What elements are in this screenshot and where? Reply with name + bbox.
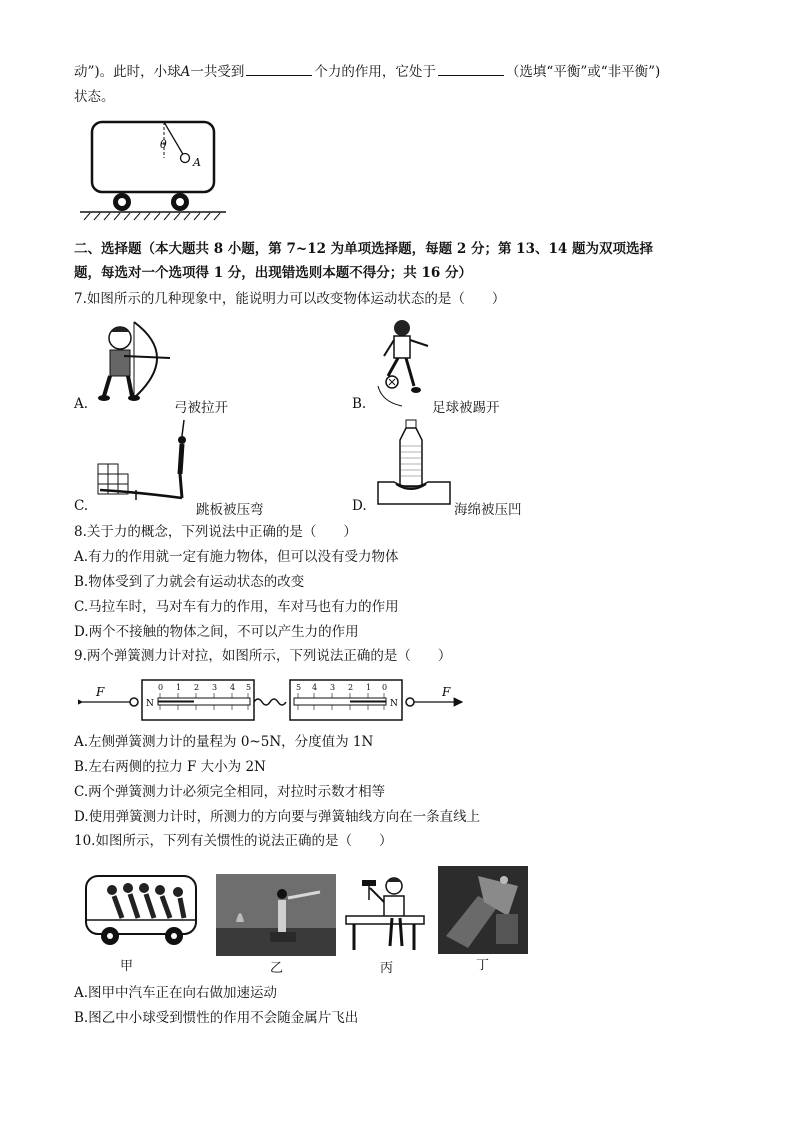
q10-label-yi: 乙 bbox=[270, 961, 284, 976]
q10-label-jia: 甲 bbox=[120, 959, 134, 974]
q7-b-soccer-figure bbox=[372, 316, 436, 408]
q9-right-tick-2: 2 bbox=[348, 683, 354, 692]
q9-right-tick-0: 0 bbox=[382, 683, 388, 692]
q8-option-c[interactable]: C.马拉车时，马对车有力的作用，车对马也有力的作用 bbox=[74, 599, 399, 615]
q9-spring-scales-figure bbox=[78, 676, 468, 724]
q10-stem: 10.如图所示，下列有关惯性的说法正确的是（ ） bbox=[74, 833, 393, 849]
q9-left-tick-3: 3 bbox=[212, 683, 218, 692]
q7-d-bottle-sponge-figure bbox=[374, 416, 454, 508]
q10-ball-stand-figure bbox=[216, 874, 336, 956]
q6-line1 bbox=[74, 62, 660, 81]
q7-option-a-caption: 弓被拉开 bbox=[174, 400, 228, 416]
q9-option-b[interactable]: B.左右两侧的拉力 F 大小为 2N bbox=[74, 759, 266, 775]
q8-option-a[interactable]: A.有力的作用就一定有施力物体，但可以没有受力物体 bbox=[74, 549, 399, 565]
q10-hammer-figure bbox=[344, 870, 426, 956]
q7-option-b-letter[interactable]: B. bbox=[352, 396, 367, 412]
q6-cart-figure bbox=[76, 118, 236, 226]
q10-option-b[interactable]: B.图乙中小球受到惯性的作用不会随金属片飞出 bbox=[74, 1010, 359, 1026]
q10-label-bing: 丙 bbox=[380, 961, 394, 976]
q6-text-b: 一共受到 bbox=[190, 64, 245, 80]
q6-text-a: 动”)。此时，小球 bbox=[74, 64, 181, 80]
q6-text-c: 个力的作用，它处于 bbox=[314, 64, 436, 80]
q9-force-right-label: F bbox=[442, 685, 451, 699]
q7-option-d-letter[interactable]: D. bbox=[352, 498, 367, 514]
q6-blank-2[interactable] bbox=[438, 62, 504, 76]
q9-option-d[interactable]: D.使用弹簧测力计时，所测力的方向要与弹簧轴线方向在一条直线上 bbox=[74, 809, 481, 825]
q10-car-interior-figure bbox=[438, 866, 528, 954]
q9-right-tick-4: 4 bbox=[312, 683, 318, 692]
section2-heading-line1: 二、选择题（本大题共 8 小题，第 7~12 为单项选择题，每题 2 分；第 13、14 题为双项选择 bbox=[74, 241, 653, 257]
q7-stem: 7.如图所示的几种现象中，能说明力可以改变物体运动状态的是（ ） bbox=[74, 291, 506, 307]
q9-left-tick-0: 0 bbox=[158, 683, 164, 692]
q9-force-left-label: F bbox=[96, 685, 105, 699]
q9-option-a[interactable]: A.左侧弹簧测力计的量程为 0~5N，分度值为 1N bbox=[74, 734, 374, 750]
q10-label-ding: 丁 bbox=[476, 958, 490, 973]
q9-left-tick-1: 1 bbox=[176, 683, 182, 692]
q6-var-a: A bbox=[180, 64, 191, 80]
q6-line2: 状态。 bbox=[74, 89, 115, 105]
q9-right-tick-1: 1 bbox=[366, 683, 372, 692]
section2-heading-line2: 题，每选对一个选项得 1 分，出现错选则本题不得分；共 16 分） bbox=[74, 265, 472, 281]
q7-option-c-caption: 跳板被压弯 bbox=[196, 502, 264, 518]
q7-option-a-letter[interactable]: A. bbox=[74, 396, 89, 412]
q7-option-c-letter[interactable]: C. bbox=[74, 498, 89, 514]
q9-right-tick-3: 3 bbox=[330, 683, 336, 692]
q7-c-diving-board-figure bbox=[96, 418, 196, 502]
q6-text-d: （选填“平衡”或“非平衡”) bbox=[505, 64, 661, 80]
q6-blank-1[interactable] bbox=[246, 62, 312, 76]
q7-option-d-caption: 海绵被压凹 bbox=[454, 502, 522, 518]
q8-option-d[interactable]: D.两个不接触的物体之间，不可以产生力的作用 bbox=[74, 624, 359, 640]
q10-option-a[interactable]: A.图甲中汽车正在向右做加速运动 bbox=[74, 985, 278, 1001]
q9-left-unit-label: N bbox=[146, 699, 154, 709]
q7-option-b-caption: 足球被踢开 bbox=[432, 400, 500, 416]
q9-stem: 9.两个弹簧测力计对拉，如图所示，下列说法正确的是（ ） bbox=[74, 648, 452, 664]
q10-bus-figure bbox=[82, 870, 202, 954]
q8-option-b[interactable]: B.物体受到了力就会有运动状态的改变 bbox=[74, 574, 305, 590]
q9-left-tick-5: 5 bbox=[246, 683, 252, 692]
q9-left-tick-4: 4 bbox=[230, 683, 236, 692]
q9-left-tick-2: 2 bbox=[194, 683, 200, 692]
q6-theta-label: θ bbox=[160, 138, 167, 151]
q6-ball-label: A bbox=[193, 156, 201, 169]
q9-right-tick-5: 5 bbox=[296, 683, 302, 692]
q9-right-unit-label: N bbox=[390, 699, 398, 709]
q7-a-archer-figure bbox=[94, 316, 186, 404]
q9-option-c[interactable]: C.两个弹簧测力计必须完全相同，对拉时示数才相等 bbox=[74, 784, 386, 800]
q8-stem: 8.关于力的概念，下列说法中正确的是（ ） bbox=[74, 524, 357, 540]
